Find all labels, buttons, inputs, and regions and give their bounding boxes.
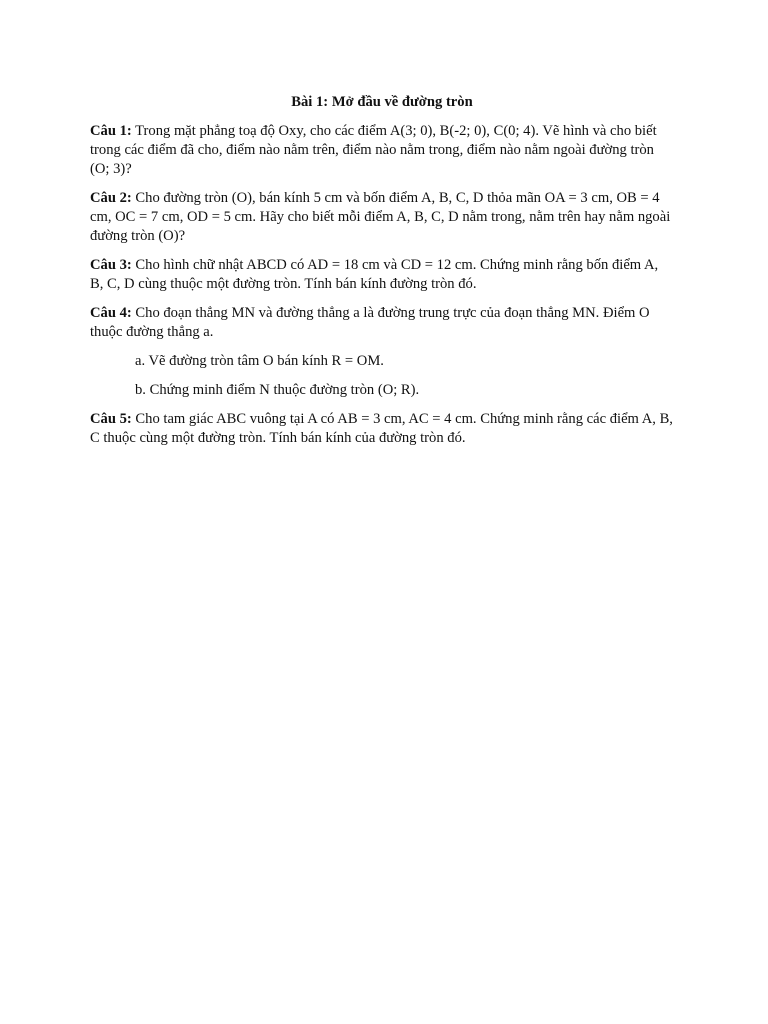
question-5-text: Cho tam giác ABC vuông tại A có AB = 3 cm, AC = 4 cm. Chứng minh rằng các điểm A, B, C thuộc cùng một đường tròn. Tính bán kính của đường tròn đó. [90, 411, 673, 446]
question-5-label: Câu 5: [90, 411, 132, 427]
question-4-subitem-b: b. Chứng minh điểm N thuộc đường tròn (O; R). [135, 382, 420, 398]
question-4-subitem-a: a. Vẽ đường tròn tâm O bán kính R = OM. [135, 353, 384, 369]
question-4-text: Cho đoạn thẳng MN và đường thẳng a là đường trung trực của đoạn thẳng MN. Điểm O thuộc đường thẳng a. [90, 305, 650, 340]
question-3-text: Cho hình chữ nhật ABCD có AD = 18 cm và CD = 12 cm. Chứng minh rằng bốn điểm A, B, C, D cùng thuộc một đường tròn. Tính bán kính đường tròn đó. [90, 257, 659, 292]
question-4-label: Câu 4: [90, 305, 132, 321]
question-1-label: Câu 1: [90, 123, 132, 139]
question-2-label: Câu 2: [90, 190, 132, 206]
question-1-text: Trong mặt phẳng toạ độ Oxy, cho các điểm A(3; 0), B(-2; 0), C(0; 4). Vẽ hình và cho biết trong các điểm đã cho, điểm nào nằm trên, điểm nào nằm trong, điểm nào nằm ngoài đường tròn (O; 3)? [90, 123, 657, 177]
question-2-text: Cho đường tròn (O), bán kính 5 cm và bốn điểm A, B, C, D thỏa mãn OA = 3 cm, OB = 4 cm, OC = 7 cm, OD = 5 cm. Hãy cho biết mỗi điểm A, B, C, D nằm trong, nằm trên hay nằm ngoài đường tròn (O)? [90, 190, 671, 244]
question-3 [90, 256, 674, 294]
question-4 [90, 304, 674, 342]
document-title: Bài 1: Mở đầu về đường tròn [291, 94, 473, 110]
question-5 [90, 410, 674, 448]
question-3-label: Câu 3: [90, 257, 132, 273]
question-1 [90, 122, 674, 179]
question-2 [90, 189, 674, 246]
document-content [90, 92, 674, 458]
